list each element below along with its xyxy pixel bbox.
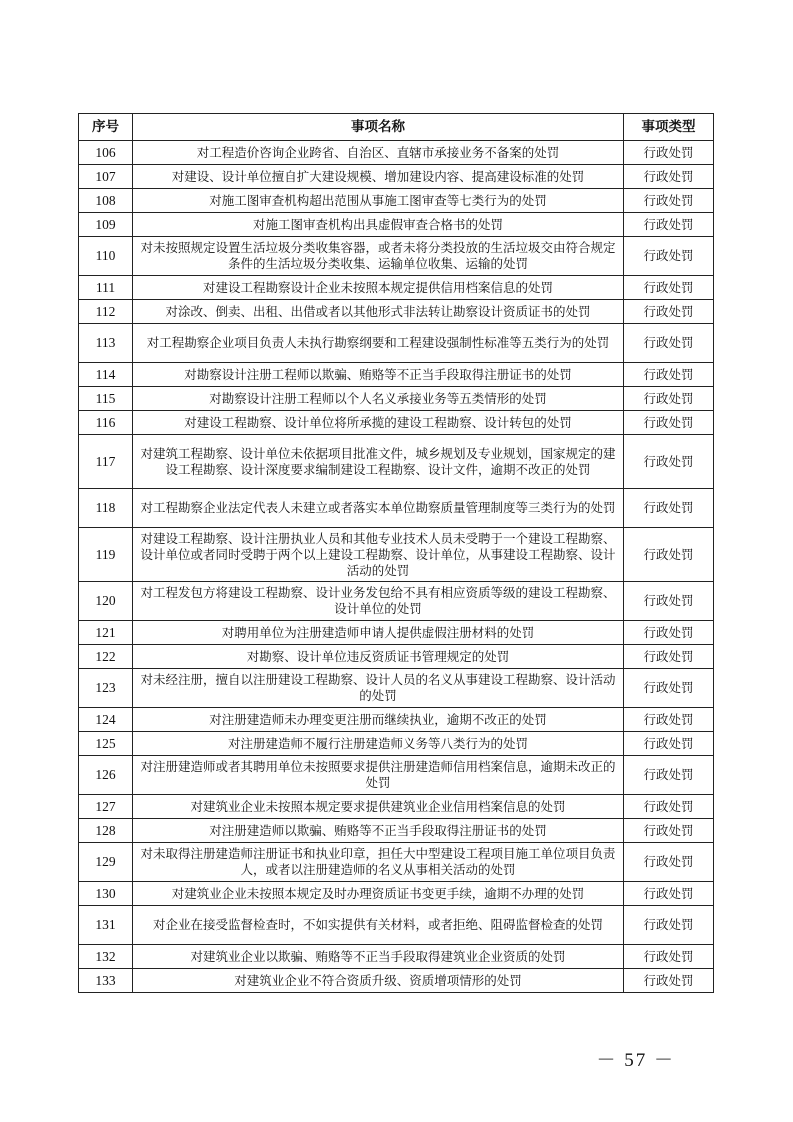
table-row [79, 411, 714, 435]
row-name: 对建筑业企业不符合资质升级、资质增项情形的处罚 [133, 969, 624, 993]
row-num: 117 [79, 435, 133, 489]
row-num: 115 [79, 387, 133, 411]
row-name: 对施工图审查机构超出范围从事施工图审查等七类行为的处罚 [133, 189, 624, 213]
row-name: 对注册建造师未办理变更注册而继续执业，逾期不改正的处罚 [133, 708, 624, 732]
row-type: 行政处罚 [624, 756, 714, 795]
row-type: 行政处罚 [624, 489, 714, 528]
row-name: 对建筑业企业以欺骗、贿赂等不正当手段取得建筑业企业资质的处罚 [133, 945, 624, 969]
row-num: 121 [79, 621, 133, 645]
row-type: 行政处罚 [624, 708, 714, 732]
row-name: 对勘察、设计单位违反资质证书管理规定的处罚 [133, 645, 624, 669]
row-name: 对注册建造师以欺骗、贿赂等不正当手段取得注册证书的处罚 [133, 819, 624, 843]
row-type: 行政处罚 [624, 906, 714, 945]
row-name: 对工程勘察企业项目负责人未执行勘察纲要和工程建设强制性标准等五类行为的处罚 [133, 324, 624, 363]
row-num: 129 [79, 843, 133, 882]
row-type: 行政处罚 [624, 732, 714, 756]
row-type: 行政处罚 [624, 276, 714, 300]
row-name: 对建筑工程勘察、设计单位未依据项目批准文件，城乡规划及专业规划，国家规定的建设工程勘察、设计深度要求编制建设工程勘察、设计文件，逾期不改正的处罚 [133, 435, 624, 489]
row-num: 109 [79, 213, 133, 237]
row-num: 128 [79, 819, 133, 843]
row-type: 行政处罚 [624, 324, 714, 363]
header-type: 事项类型 [624, 114, 714, 141]
row-num: 107 [79, 165, 133, 189]
table-row [79, 489, 714, 528]
table-header-row [79, 114, 714, 141]
row-type: 行政处罚 [624, 528, 714, 582]
row-num: 116 [79, 411, 133, 435]
table-row [79, 945, 714, 969]
row-num: 124 [79, 708, 133, 732]
row-name: 对建设工程勘察、设计注册执业人员和其他专业技术人员未受聘于一个建设工程勘察、设计单位或者同时受聘于两个以上建设工程勘察、设计单位，从事建设工程勘察、设计活动的处罚 [133, 528, 624, 582]
row-num: 133 [79, 969, 133, 993]
row-name: 对聘用单位为注册建造师申请人提供虚假注册材料的处罚 [133, 621, 624, 645]
table-row [79, 165, 714, 189]
row-num: 125 [79, 732, 133, 756]
row-num: 106 [79, 141, 133, 165]
row-num: 130 [79, 882, 133, 906]
table-row [79, 708, 714, 732]
table-row [79, 819, 714, 843]
row-type: 行政处罚 [624, 411, 714, 435]
table-row [79, 528, 714, 582]
row-name: 对未经注册，擅自以注册建设工程勘察、设计人员的名义从事建设工程勘察、设计活动的处罚 [133, 669, 624, 708]
row-type: 行政处罚 [624, 969, 714, 993]
row-name: 对建设工程勘察设计企业未按照本规定提供信用档案信息的处罚 [133, 276, 624, 300]
row-type: 行政处罚 [624, 843, 714, 882]
table-row [79, 582, 714, 621]
row-type: 行政处罚 [624, 645, 714, 669]
table-row [79, 300, 714, 324]
table-row [79, 906, 714, 945]
row-type: 行政处罚 [624, 363, 714, 387]
row-type: 行政处罚 [624, 435, 714, 489]
row-name: 对未取得注册建造师注册证书和执业印章，担任大中型建设工程项目施工单位项目负责人，或者以注册建造师的名义从事相关活动的处罚 [133, 843, 624, 882]
row-type: 行政处罚 [624, 819, 714, 843]
table-row [79, 189, 714, 213]
table-row [79, 276, 714, 300]
row-num: 122 [79, 645, 133, 669]
row-name: 对工程勘察企业法定代表人未建立或者落实本单位勘察质量管理制度等三类行为的处罚 [133, 489, 624, 528]
table-row [79, 756, 714, 795]
row-num: 114 [79, 363, 133, 387]
row-name: 对勘察设计注册工程师以欺骗、贿赂等不正当手段取得注册证书的处罚 [133, 363, 624, 387]
row-name: 对建筑业企业未按照本规定要求提供建筑业企业信用档案信息的处罚 [133, 795, 624, 819]
row-name: 对未按照规定设置生活垃圾分类收集容器，或者未将分类投放的生活垃圾交由符合规定条件的生活垃圾分类收集、运输单位收集、运输的处罚 [133, 237, 624, 276]
table-row [79, 387, 714, 411]
row-num: 131 [79, 906, 133, 945]
row-name: 对注册建造师或者其聘用单位未按照要求提供注册建造师信用档案信息，逾期未改正的处罚 [133, 756, 624, 795]
table-row [79, 363, 714, 387]
row-name: 对涂改、倒卖、出租、出借或者以其他形式非法转让勘察设计资质证书的处罚 [133, 300, 624, 324]
table-row [79, 141, 714, 165]
row-num: 111 [79, 276, 133, 300]
row-num: 120 [79, 582, 133, 621]
row-num: 112 [79, 300, 133, 324]
table-row [79, 435, 714, 489]
row-name: 对建设、设计单位擅自扩大建设规模、增加建设内容、提高建设标准的处罚 [133, 165, 624, 189]
row-name: 对建设工程勘察、设计单位将所承揽的建设工程勘察、设计转包的处罚 [133, 411, 624, 435]
header-num: 序号 [79, 114, 133, 141]
row-type: 行政处罚 [624, 300, 714, 324]
row-name: 对施工图审查机构出具虚假审查合格书的处罚 [133, 213, 624, 237]
table-row [79, 732, 714, 756]
row-type: 行政处罚 [624, 237, 714, 276]
row-num: 119 [79, 528, 133, 582]
row-type: 行政处罚 [624, 189, 714, 213]
table-row [79, 669, 714, 708]
row-type: 行政处罚 [624, 795, 714, 819]
row-type: 行政处罚 [624, 882, 714, 906]
row-type: 行政处罚 [624, 582, 714, 621]
row-name: 对注册建造师不履行注册建造师义务等八类行为的处罚 [133, 732, 624, 756]
row-num: 127 [79, 795, 133, 819]
table-row [79, 324, 714, 363]
row-name: 对工程造价咨询企业跨省、自治区、直辖市承接业务不备案的处罚 [133, 141, 624, 165]
row-name: 对勘察设计注册工程师以个人名义承接业务等五类情形的处罚 [133, 387, 624, 411]
row-num: 108 [79, 189, 133, 213]
row-name: 对工程发包方将建设工程勘察、设计业务发包给不具有相应资质等级的建设工程勘察、设计单位的处罚 [133, 582, 624, 621]
table-row [79, 795, 714, 819]
row-num: 110 [79, 237, 133, 276]
row-num: 113 [79, 324, 133, 363]
row-type: 行政处罚 [624, 945, 714, 969]
table-row [79, 969, 714, 993]
row-name: 对企业在接受监督检查时，不如实提供有关材料，或者拒绝、阻碍监督检查的处罚 [133, 906, 624, 945]
header-name: 事项名称 [133, 114, 624, 141]
row-num: 126 [79, 756, 133, 795]
row-num: 132 [79, 945, 133, 969]
row-type: 行政处罚 [624, 165, 714, 189]
row-name: 对建筑业企业未按照本规定及时办理资质证书变更手续，逾期不办理的处罚 [133, 882, 624, 906]
row-type: 行政处罚 [624, 669, 714, 708]
table-row [79, 621, 714, 645]
row-num: 118 [79, 489, 133, 528]
row-num: 123 [79, 669, 133, 708]
items-table [78, 113, 714, 993]
page-number: － 57 － [596, 1050, 675, 1071]
row-type: 行政处罚 [624, 387, 714, 411]
table-row [79, 237, 714, 276]
table-row [79, 882, 714, 906]
table-row [79, 645, 714, 669]
row-type: 行政处罚 [624, 621, 714, 645]
row-type: 行政处罚 [624, 213, 714, 237]
row-type: 行政处罚 [624, 141, 714, 165]
table-row [79, 213, 714, 237]
table-row [79, 843, 714, 882]
